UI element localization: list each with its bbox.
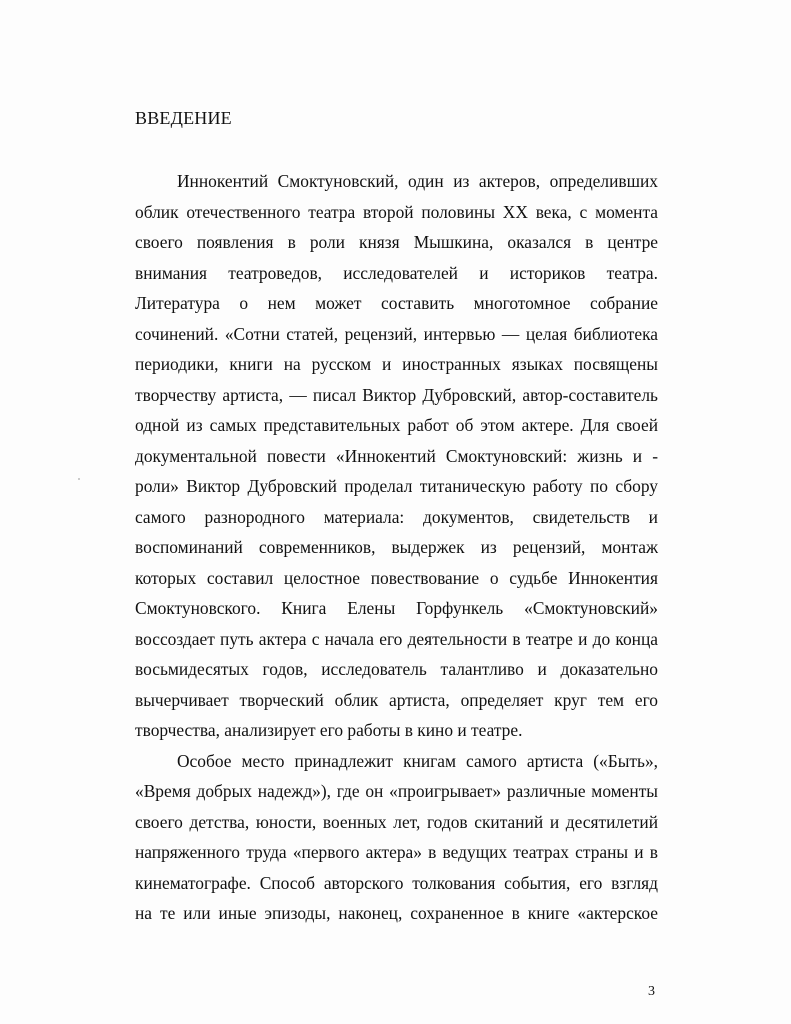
text-line: сочинений. «Сотни статей, рецензий, интервью — целая библиотека: [135, 323, 658, 344]
text-line: Особое место принадлежит книгам самого артиста («Быть»,: [177, 750, 658, 771]
text-line: облик отечественного театра второй половины XX века, с момента: [135, 201, 658, 222]
text-line: на те или иные эпизоды, наконец, сохраненное в книге «актерское: [135, 903, 658, 923]
text-line: воссоздает путь актера с начала его деятельности в театре и до конца: [135, 628, 658, 649]
text-line: напряженного труда «первого актера» в ведущих театрах страны и в: [135, 842, 658, 862]
page-number: 3: [648, 984, 655, 999]
text-line: воспоминаний современников, выдержек из рецензий, монтаж: [135, 537, 658, 557]
text-line: которых составил целостное повествование о судьбе Иннокентия: [135, 567, 658, 588]
text-line: документальной повести «Иннокентий Смоктуновский: жизнь и -: [135, 445, 658, 466]
text-line: своего появления в роли князя Мышкина, оказался в центре: [135, 232, 658, 252]
text-line: самого разнородного материала: документов, свидетельств и: [135, 506, 658, 527]
text-line: своего детства, юности, военных лет, годов скитаний и десятилетий: [135, 811, 658, 832]
text-line: одной из самых представительных работ об этом актере. Для своей: [135, 415, 658, 435]
body-text: [135, 166, 658, 929]
section-heading: ВВЕДЕНИЕ: [135, 108, 232, 128]
text-line: внимания театроведов, исследователей и историков театра.: [135, 262, 658, 283]
text-line: Смоктуновского. Книга Елены Горфункель «Смоктуновский»: [135, 598, 658, 618]
text-line: Литература о нем может составить многотомное собрание: [135, 293, 658, 313]
text-line: периодики, книги на русском и иностранных языках посвящены: [135, 354, 658, 374]
text-line: восьмидесятых годов, исследователь талантливо и доказательно: [135, 659, 658, 679]
text-line: творчества, анализирует его работы в кино и театре.: [135, 720, 523, 740]
text-line: «Время добрых надежд»), где он «проигрывает» различные моменты: [135, 781, 658, 801]
text-line: творчеству артиста, — писал Виктор Дубровский, автор-составитель: [135, 384, 658, 405]
text-line: вычерчивает творческий облик артиста, определяет круг тем его: [135, 689, 658, 710]
scan-speck: [78, 478, 80, 480]
text-line: Иннокентий Смоктуновский, один из актеров, определивших: [177, 171, 658, 191]
text-line: кинематографе. Способ авторского толкования события, его взгляд: [135, 872, 658, 893]
text-line: роли» Виктор Дубровский проделал титаническую работу по сбору: [135, 476, 658, 496]
